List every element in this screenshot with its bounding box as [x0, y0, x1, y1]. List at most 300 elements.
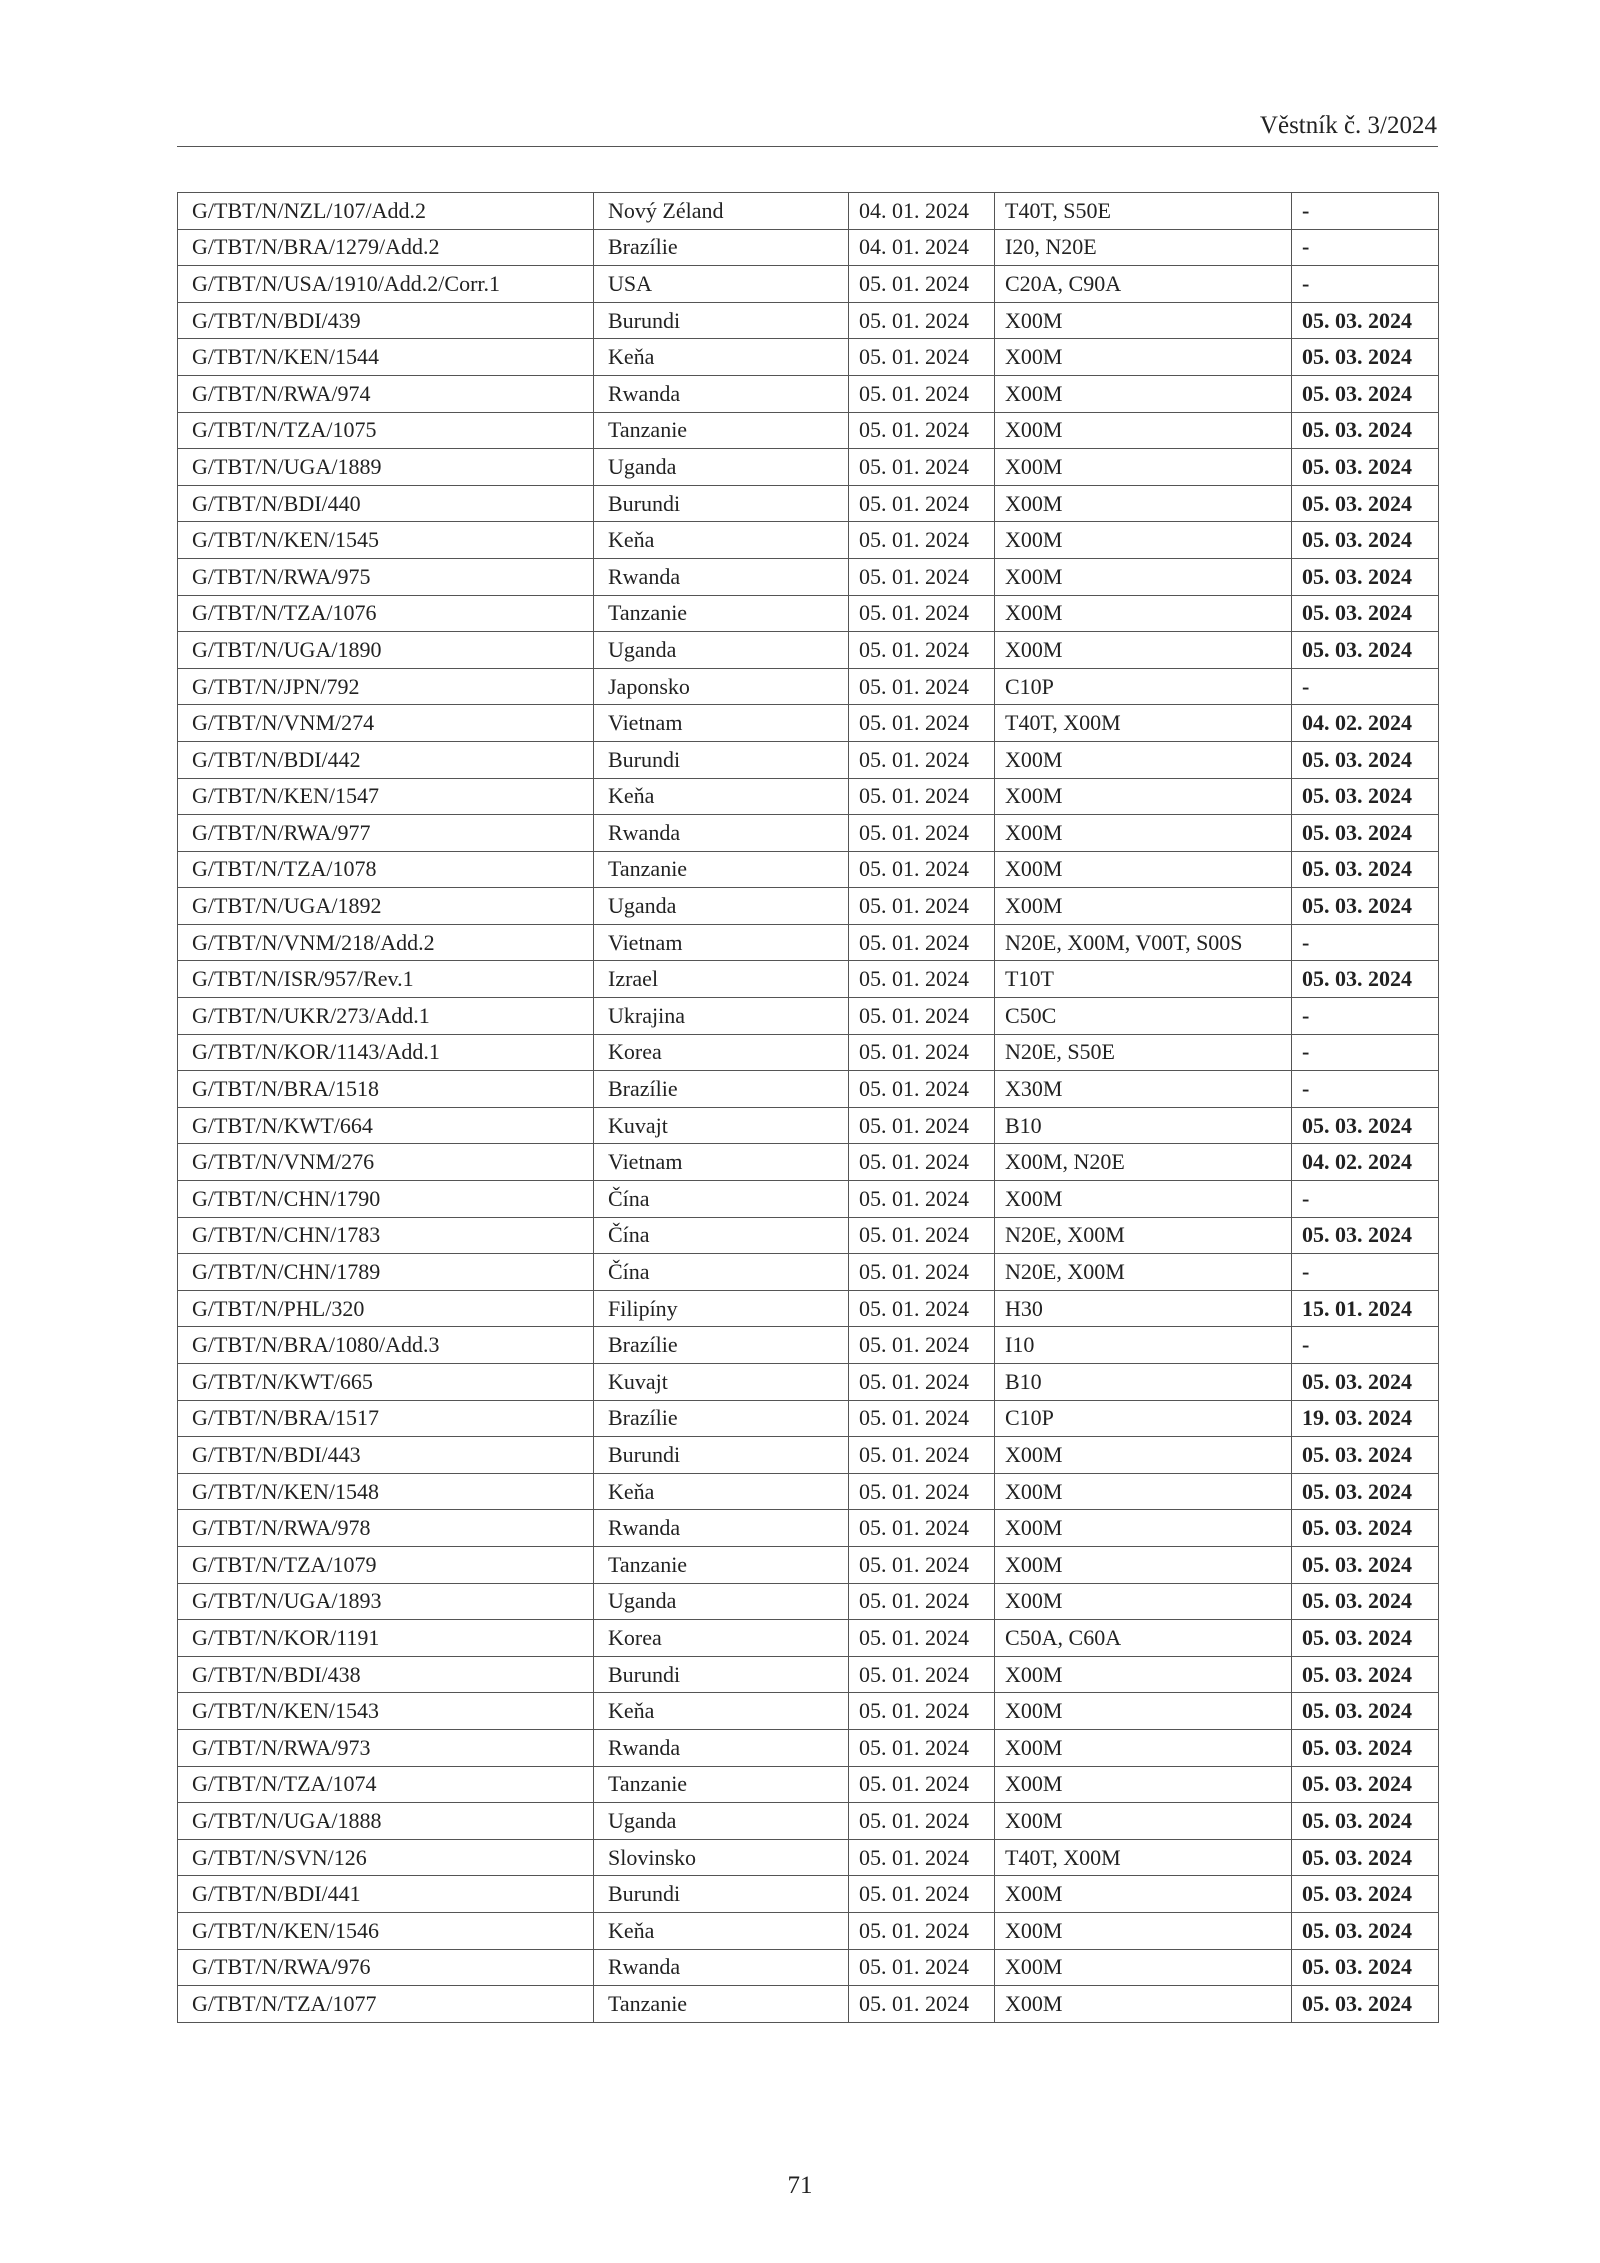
cell-notification-id: G/TBT/N/BRA/1518: [178, 1071, 594, 1108]
cell-notification-id: G/TBT/N/KEN/1547: [178, 778, 594, 815]
cell-deadline: 05. 03. 2024: [1292, 1912, 1439, 1949]
cell-deadline: 05. 03. 2024: [1292, 1583, 1439, 1620]
cell-country: Tanzanie: [594, 851, 849, 888]
cell-codes: X30M: [995, 1071, 1292, 1108]
header-divider: [177, 146, 1438, 147]
cell-country: Keňa: [594, 1473, 849, 1510]
table-row: [178, 1803, 1439, 1840]
table-row: [178, 924, 1439, 961]
cell-country: Japonsko: [594, 668, 849, 705]
cell-date: 05. 01. 2024: [849, 375, 995, 412]
cell-codes: X00M: [995, 1766, 1292, 1803]
cell-notification-id: G/TBT/N/CHN/1783: [178, 1217, 594, 1254]
cell-date: 05. 01. 2024: [849, 595, 995, 632]
table-row: [178, 998, 1439, 1035]
cell-country: Keňa: [594, 1693, 849, 1730]
cell-notification-id: G/TBT/N/TZA/1076: [178, 595, 594, 632]
table-row: [178, 339, 1439, 376]
cell-country: Korea: [594, 1620, 849, 1657]
cell-notification-id: G/TBT/N/BRA/1080/Add.3: [178, 1327, 594, 1364]
cell-date: 05. 01. 2024: [849, 558, 995, 595]
cell-codes: I10: [995, 1327, 1292, 1364]
cell-codes: X00M: [995, 851, 1292, 888]
cell-date: 05. 01. 2024: [849, 1949, 995, 1986]
cell-notification-id: G/TBT/N/CHN/1790: [178, 1181, 594, 1218]
table-row: [178, 961, 1439, 998]
cell-country: Filipíny: [594, 1290, 849, 1327]
table-row: [178, 1290, 1439, 1327]
cell-codes: X00M: [995, 1510, 1292, 1547]
cell-country: Burundi: [594, 485, 849, 522]
cell-codes: T40T, X00M: [995, 1839, 1292, 1876]
cell-date: 05. 01. 2024: [849, 1327, 995, 1364]
cell-notification-id: G/TBT/N/RWA/978: [178, 1510, 594, 1547]
cell-country: Burundi: [594, 302, 849, 339]
cell-date: 05. 01. 2024: [849, 522, 995, 559]
cell-deadline: 04. 02. 2024: [1292, 705, 1439, 742]
cell-codes: T40T, S50E: [995, 193, 1292, 230]
cell-codes: I20, N20E: [995, 229, 1292, 266]
cell-deadline: 05. 03. 2024: [1292, 595, 1439, 632]
table-row: [178, 1546, 1439, 1583]
cell-date: 05. 01. 2024: [849, 851, 995, 888]
cell-codes: X00M: [995, 888, 1292, 925]
cell-country: Keňa: [594, 522, 849, 559]
cell-codes: X00M: [995, 1181, 1292, 1218]
cell-notification-id: G/TBT/N/VNM/276: [178, 1144, 594, 1181]
cell-deadline: 05. 03. 2024: [1292, 1107, 1439, 1144]
cell-notification-id: G/TBT/N/ISR/957/Rev.1: [178, 961, 594, 998]
cell-country: Brazílie: [594, 1327, 849, 1364]
table-row: [178, 1583, 1439, 1620]
table-row: [178, 888, 1439, 925]
cell-notification-id: G/TBT/N/VNM/218/Add.2: [178, 924, 594, 961]
cell-codes: C50C: [995, 998, 1292, 1035]
cell-codes: X00M: [995, 412, 1292, 449]
cell-codes: X00M: [995, 1912, 1292, 1949]
cell-notification-id: G/TBT/N/UGA/1892: [178, 888, 594, 925]
cell-notification-id: G/TBT/N/KWT/664: [178, 1107, 594, 1144]
cell-notification-id: G/TBT/N/NZL/107/Add.2: [178, 193, 594, 230]
cell-deadline: 05. 03. 2024: [1292, 1693, 1439, 1730]
cell-codes: H30: [995, 1290, 1292, 1327]
cell-deadline: 05. 03. 2024: [1292, 778, 1439, 815]
cell-deadline: 05. 03. 2024: [1292, 1217, 1439, 1254]
table-row: [178, 1144, 1439, 1181]
cell-country: Burundi: [594, 1876, 849, 1913]
cell-date: 05. 01. 2024: [849, 1107, 995, 1144]
cell-deadline: -: [1292, 193, 1439, 230]
cell-codes: X00M: [995, 1583, 1292, 1620]
cell-notification-id: G/TBT/N/UGA/1893: [178, 1583, 594, 1620]
cell-deadline: 05. 03. 2024: [1292, 339, 1439, 376]
table-row: [178, 1181, 1439, 1218]
table-row: [178, 1437, 1439, 1474]
cell-codes: X00M: [995, 595, 1292, 632]
cell-country: Rwanda: [594, 1510, 849, 1547]
cell-country: Rwanda: [594, 375, 849, 412]
table-row: [178, 778, 1439, 815]
cell-deadline: -: [1292, 1034, 1439, 1071]
cell-codes: X00M: [995, 778, 1292, 815]
cell-date: 04. 01. 2024: [849, 193, 995, 230]
cell-codes: X00M: [995, 302, 1292, 339]
cell-date: 05. 01. 2024: [849, 778, 995, 815]
cell-codes: X00M: [995, 1949, 1292, 1986]
cell-date: 05. 01. 2024: [849, 668, 995, 705]
table-row: [178, 485, 1439, 522]
cell-codes: N20E, S50E: [995, 1034, 1292, 1071]
cell-date: 05. 01. 2024: [849, 266, 995, 303]
cell-date: 05. 01. 2024: [849, 1473, 995, 1510]
table-row: [178, 1620, 1439, 1657]
cell-date: 05. 01. 2024: [849, 924, 995, 961]
cell-deadline: 05. 03. 2024: [1292, 1473, 1439, 1510]
cell-deadline: 05. 03. 2024: [1292, 1876, 1439, 1913]
cell-deadline: -: [1292, 924, 1439, 961]
cell-country: Keňa: [594, 778, 849, 815]
cell-codes: C10P: [995, 668, 1292, 705]
cell-notification-id: G/TBT/N/BDI/439: [178, 302, 594, 339]
cell-notification-id: G/TBT/N/BDI/441: [178, 1876, 594, 1913]
cell-country: Uganda: [594, 632, 849, 669]
cell-notification-id: G/TBT/N/KEN/1548: [178, 1473, 594, 1510]
cell-codes: X00M, N20E: [995, 1144, 1292, 1181]
table-row: [178, 1510, 1439, 1547]
cell-notification-id: G/TBT/N/KEN/1543: [178, 1693, 594, 1730]
table-row: [178, 1217, 1439, 1254]
cell-deadline: 05. 03. 2024: [1292, 485, 1439, 522]
cell-deadline: 05. 03. 2024: [1292, 741, 1439, 778]
cell-date: 05. 01. 2024: [849, 741, 995, 778]
cell-deadline: -: [1292, 1254, 1439, 1291]
cell-deadline: -: [1292, 229, 1439, 266]
cell-notification-id: G/TBT/N/KEN/1546: [178, 1912, 594, 1949]
table-row: [178, 668, 1439, 705]
cell-deadline: 04. 02. 2024: [1292, 1144, 1439, 1181]
cell-date: 05. 01. 2024: [849, 815, 995, 852]
table-row: [178, 1473, 1439, 1510]
cell-codes: X00M: [995, 1803, 1292, 1840]
cell-date: 05. 01. 2024: [849, 1290, 995, 1327]
cell-notification-id: G/TBT/N/TZA/1074: [178, 1766, 594, 1803]
table-row: [178, 522, 1439, 559]
cell-date: 05. 01. 2024: [849, 1729, 995, 1766]
cell-deadline: 15. 01. 2024: [1292, 1290, 1439, 1327]
cell-codes: X00M: [995, 1876, 1292, 1913]
cell-notification-id: G/TBT/N/UGA/1888: [178, 1803, 594, 1840]
cell-country: Burundi: [594, 741, 849, 778]
table-row: [178, 1986, 1439, 2023]
cell-notification-id: G/TBT/N/RWA/977: [178, 815, 594, 852]
table-row: [178, 449, 1439, 486]
cell-country: Vietnam: [594, 1144, 849, 1181]
cell-notification-id: G/TBT/N/CHN/1789: [178, 1254, 594, 1291]
cell-country: Tanzanie: [594, 595, 849, 632]
page-header-title: Věstník č. 3/2024: [1259, 112, 1437, 139]
table-row: [178, 1839, 1439, 1876]
cell-notification-id: G/TBT/N/KEN/1544: [178, 339, 594, 376]
cell-codes: N20E, X00M: [995, 1254, 1292, 1291]
cell-codes: X00M: [995, 1473, 1292, 1510]
cell-deadline: 05. 03. 2024: [1292, 632, 1439, 669]
cell-country: Rwanda: [594, 1729, 849, 1766]
cell-deadline: 05. 03. 2024: [1292, 1437, 1439, 1474]
cell-notification-id: G/TBT/N/BDI/442: [178, 741, 594, 778]
table-row: [178, 558, 1439, 595]
cell-codes: B10: [995, 1364, 1292, 1401]
cell-country: Brazílie: [594, 229, 849, 266]
table-row: [178, 595, 1439, 632]
cell-notification-id: G/TBT/N/USA/1910/Add.2/Corr.1: [178, 266, 594, 303]
cell-codes: T40T, X00M: [995, 705, 1292, 742]
cell-date: 05. 01. 2024: [849, 888, 995, 925]
table-row: [178, 412, 1439, 449]
cell-codes: X00M: [995, 741, 1292, 778]
cell-country: Uganda: [594, 1583, 849, 1620]
cell-date: 05. 01. 2024: [849, 1986, 995, 2023]
table-row: [178, 1729, 1439, 1766]
cell-notification-id: G/TBT/N/TZA/1078: [178, 851, 594, 888]
cell-country: Tanzanie: [594, 1986, 849, 2023]
cell-codes: X00M: [995, 522, 1292, 559]
cell-country: Čína: [594, 1217, 849, 1254]
cell-date: 05. 01. 2024: [849, 705, 995, 742]
cell-country: Rwanda: [594, 558, 849, 595]
cell-country: Izrael: [594, 961, 849, 998]
cell-date: 05. 01. 2024: [849, 1510, 995, 1547]
cell-date: 05. 01. 2024: [849, 632, 995, 669]
cell-deadline: 05. 03. 2024: [1292, 1656, 1439, 1693]
table-row: [178, 815, 1439, 852]
cell-codes: C20A, C90A: [995, 266, 1292, 303]
cell-country: Burundi: [594, 1437, 849, 1474]
cell-deadline: -: [1292, 1181, 1439, 1218]
cell-date: 05. 01. 2024: [849, 961, 995, 998]
cell-deadline: 05. 03. 2024: [1292, 449, 1439, 486]
cell-notification-id: G/TBT/N/BDI/438: [178, 1656, 594, 1693]
cell-date: 05. 01. 2024: [849, 1912, 995, 1949]
cell-deadline: 05. 03. 2024: [1292, 1839, 1439, 1876]
table-row: [178, 1876, 1439, 1913]
cell-country: Keňa: [594, 1912, 849, 1949]
cell-codes: X00M: [995, 449, 1292, 486]
cell-codes: T10T: [995, 961, 1292, 998]
cell-deadline: 05. 03. 2024: [1292, 1510, 1439, 1547]
cell-country: Čína: [594, 1181, 849, 1218]
cell-notification-id: G/TBT/N/KOR/1191: [178, 1620, 594, 1657]
cell-date: 05. 01. 2024: [849, 1400, 995, 1437]
cell-country: Brazílie: [594, 1071, 849, 1108]
table-row: [178, 302, 1439, 339]
cell-date: 05. 01. 2024: [849, 339, 995, 376]
cell-deadline: 05. 03. 2024: [1292, 1546, 1439, 1583]
cell-deadline: 05. 03. 2024: [1292, 1729, 1439, 1766]
table-row: [178, 1693, 1439, 1730]
cell-codes: X00M: [995, 375, 1292, 412]
table-row: [178, 266, 1439, 303]
table-row: [178, 1364, 1439, 1401]
cell-country: Tanzanie: [594, 1546, 849, 1583]
cell-date: 05. 01. 2024: [849, 998, 995, 1035]
cell-deadline: 05. 03. 2024: [1292, 1803, 1439, 1840]
cell-notification-id: G/TBT/N/BRA/1517: [178, 1400, 594, 1437]
table-row: [178, 1949, 1439, 1986]
cell-date: 05. 01. 2024: [849, 1693, 995, 1730]
cell-country: Uganda: [594, 1803, 849, 1840]
cell-country: Nový Zéland: [594, 193, 849, 230]
cell-deadline: 05. 03. 2024: [1292, 851, 1439, 888]
table-row: [178, 1071, 1439, 1108]
cell-country: Ukrajina: [594, 998, 849, 1035]
cell-date: 05. 01. 2024: [849, 449, 995, 486]
cell-country: Rwanda: [594, 815, 849, 852]
cell-country: Uganda: [594, 449, 849, 486]
cell-date: 05. 01. 2024: [849, 1217, 995, 1254]
cell-notification-id: G/TBT/N/SVN/126: [178, 1839, 594, 1876]
cell-notification-id: G/TBT/N/UKR/273/Add.1: [178, 998, 594, 1035]
cell-date: 05. 01. 2024: [849, 1876, 995, 1913]
cell-country: Korea: [594, 1034, 849, 1071]
cell-deadline: 05. 03. 2024: [1292, 888, 1439, 925]
cell-codes: C10P: [995, 1400, 1292, 1437]
cell-notification-id: G/TBT/N/KEN/1545: [178, 522, 594, 559]
cell-codes: C50A, C60A: [995, 1620, 1292, 1657]
cell-country: Tanzanie: [594, 412, 849, 449]
cell-notification-id: G/TBT/N/TZA/1079: [178, 1546, 594, 1583]
cell-country: Slovinsko: [594, 1839, 849, 1876]
cell-codes: X00M: [995, 632, 1292, 669]
cell-deadline: -: [1292, 998, 1439, 1035]
table-row: [178, 375, 1439, 412]
table-row: [178, 1656, 1439, 1693]
cell-notification-id: G/TBT/N/JPN/792: [178, 668, 594, 705]
cell-notification-id: G/TBT/N/BDI/443: [178, 1437, 594, 1474]
cell-date: 05. 01. 2024: [849, 1071, 995, 1108]
cell-date: 05. 01. 2024: [849, 1839, 995, 1876]
table-row: [178, 741, 1439, 778]
cell-country: Tanzanie: [594, 1766, 849, 1803]
cell-deadline: 05. 03. 2024: [1292, 1766, 1439, 1803]
table-row: [178, 1766, 1439, 1803]
cell-country: Kuvajt: [594, 1107, 849, 1144]
page-number: 71: [787, 2172, 813, 2199]
cell-country: Burundi: [594, 1656, 849, 1693]
cell-deadline: -: [1292, 266, 1439, 303]
cell-codes: X00M: [995, 815, 1292, 852]
cell-deadline: 05. 03. 2024: [1292, 815, 1439, 852]
cell-date: 05. 01. 2024: [849, 1254, 995, 1291]
cell-notification-id: G/TBT/N/RWA/975: [178, 558, 594, 595]
cell-codes: X00M: [995, 1437, 1292, 1474]
cell-notification-id: G/TBT/N/BRA/1279/Add.2: [178, 229, 594, 266]
cell-notification-id: G/TBT/N/RWA/973: [178, 1729, 594, 1766]
cell-notification-id: G/TBT/N/UGA/1889: [178, 449, 594, 486]
cell-notification-id: G/TBT/N/RWA/976: [178, 1949, 594, 1986]
table-row: [178, 1107, 1439, 1144]
cell-notification-id: G/TBT/N/BDI/440: [178, 485, 594, 522]
cell-deadline: 05. 03. 2024: [1292, 302, 1439, 339]
cell-codes: X00M: [995, 558, 1292, 595]
cell-deadline: 05. 03. 2024: [1292, 1949, 1439, 1986]
cell-codes: X00M: [995, 1693, 1292, 1730]
cell-deadline: -: [1292, 1327, 1439, 1364]
cell-deadline: -: [1292, 668, 1439, 705]
cell-country: Uganda: [594, 888, 849, 925]
table-row: [178, 1912, 1439, 1949]
table-row: [178, 193, 1439, 230]
cell-notification-id: G/TBT/N/TZA/1077: [178, 1986, 594, 2023]
cell-notification-id: G/TBT/N/KWT/665: [178, 1364, 594, 1401]
cell-deadline: 05. 03. 2024: [1292, 412, 1439, 449]
cell-country: Brazílie: [594, 1400, 849, 1437]
cell-codes: N20E, X00M, V00T, S00S: [995, 924, 1292, 961]
cell-country: USA: [594, 266, 849, 303]
cell-country: Rwanda: [594, 1949, 849, 1986]
cell-deadline: 05. 03. 2024: [1292, 961, 1439, 998]
cell-deadline: 05. 03. 2024: [1292, 375, 1439, 412]
cell-date: 05. 01. 2024: [849, 1144, 995, 1181]
cell-deadline: 05. 03. 2024: [1292, 1620, 1439, 1657]
cell-date: 05. 01. 2024: [849, 1803, 995, 1840]
table-row: [178, 229, 1439, 266]
cell-notification-id: G/TBT/N/RWA/974: [178, 375, 594, 412]
cell-date: 05. 01. 2024: [849, 1364, 995, 1401]
cell-date: 05. 01. 2024: [849, 1181, 995, 1218]
cell-notification-id: G/TBT/N/PHL/320: [178, 1290, 594, 1327]
cell-deadline: -: [1292, 1071, 1439, 1108]
cell-codes: B10: [995, 1107, 1292, 1144]
cell-codes: X00M: [995, 1546, 1292, 1583]
cell-country: Vietnam: [594, 924, 849, 961]
cell-date: 05. 01. 2024: [849, 1766, 995, 1803]
cell-notification-id: G/TBT/N/VNM/274: [178, 705, 594, 742]
table-row: [178, 1327, 1439, 1364]
table-row: [178, 632, 1439, 669]
table-row: [178, 851, 1439, 888]
table-row: [178, 705, 1439, 742]
cell-date: 05. 01. 2024: [849, 1034, 995, 1071]
cell-date: 05. 01. 2024: [849, 1583, 995, 1620]
cell-country: Čína: [594, 1254, 849, 1291]
cell-codes: X00M: [995, 1986, 1292, 2023]
cell-date: 05. 01. 2024: [849, 412, 995, 449]
cell-date: 04. 01. 2024: [849, 229, 995, 266]
cell-codes: X00M: [995, 339, 1292, 376]
cell-deadline: 19. 03. 2024: [1292, 1400, 1439, 1437]
cell-deadline: 05. 03. 2024: [1292, 522, 1439, 559]
cell-date: 05. 01. 2024: [849, 1620, 995, 1657]
cell-codes: X00M: [995, 1656, 1292, 1693]
cell-deadline: 05. 03. 2024: [1292, 558, 1439, 595]
cell-country: Kuvajt: [594, 1364, 849, 1401]
cell-country: Vietnam: [594, 705, 849, 742]
cell-deadline: 05. 03. 2024: [1292, 1364, 1439, 1401]
notifications-table: [177, 192, 1439, 2023]
cell-deadline: 05. 03. 2024: [1292, 1986, 1439, 2023]
cell-notification-id: G/TBT/N/UGA/1890: [178, 632, 594, 669]
cell-codes: N20E, X00M: [995, 1217, 1292, 1254]
cell-codes: X00M: [995, 485, 1292, 522]
cell-notification-id: G/TBT/N/KOR/1143/Add.1: [178, 1034, 594, 1071]
cell-country: Keňa: [594, 339, 849, 376]
cell-date: 05. 01. 2024: [849, 485, 995, 522]
cell-notification-id: G/TBT/N/TZA/1075: [178, 412, 594, 449]
table-row: [178, 1254, 1439, 1291]
table-row: [178, 1034, 1439, 1071]
cell-date: 05. 01. 2024: [849, 1656, 995, 1693]
cell-codes: X00M: [995, 1729, 1292, 1766]
